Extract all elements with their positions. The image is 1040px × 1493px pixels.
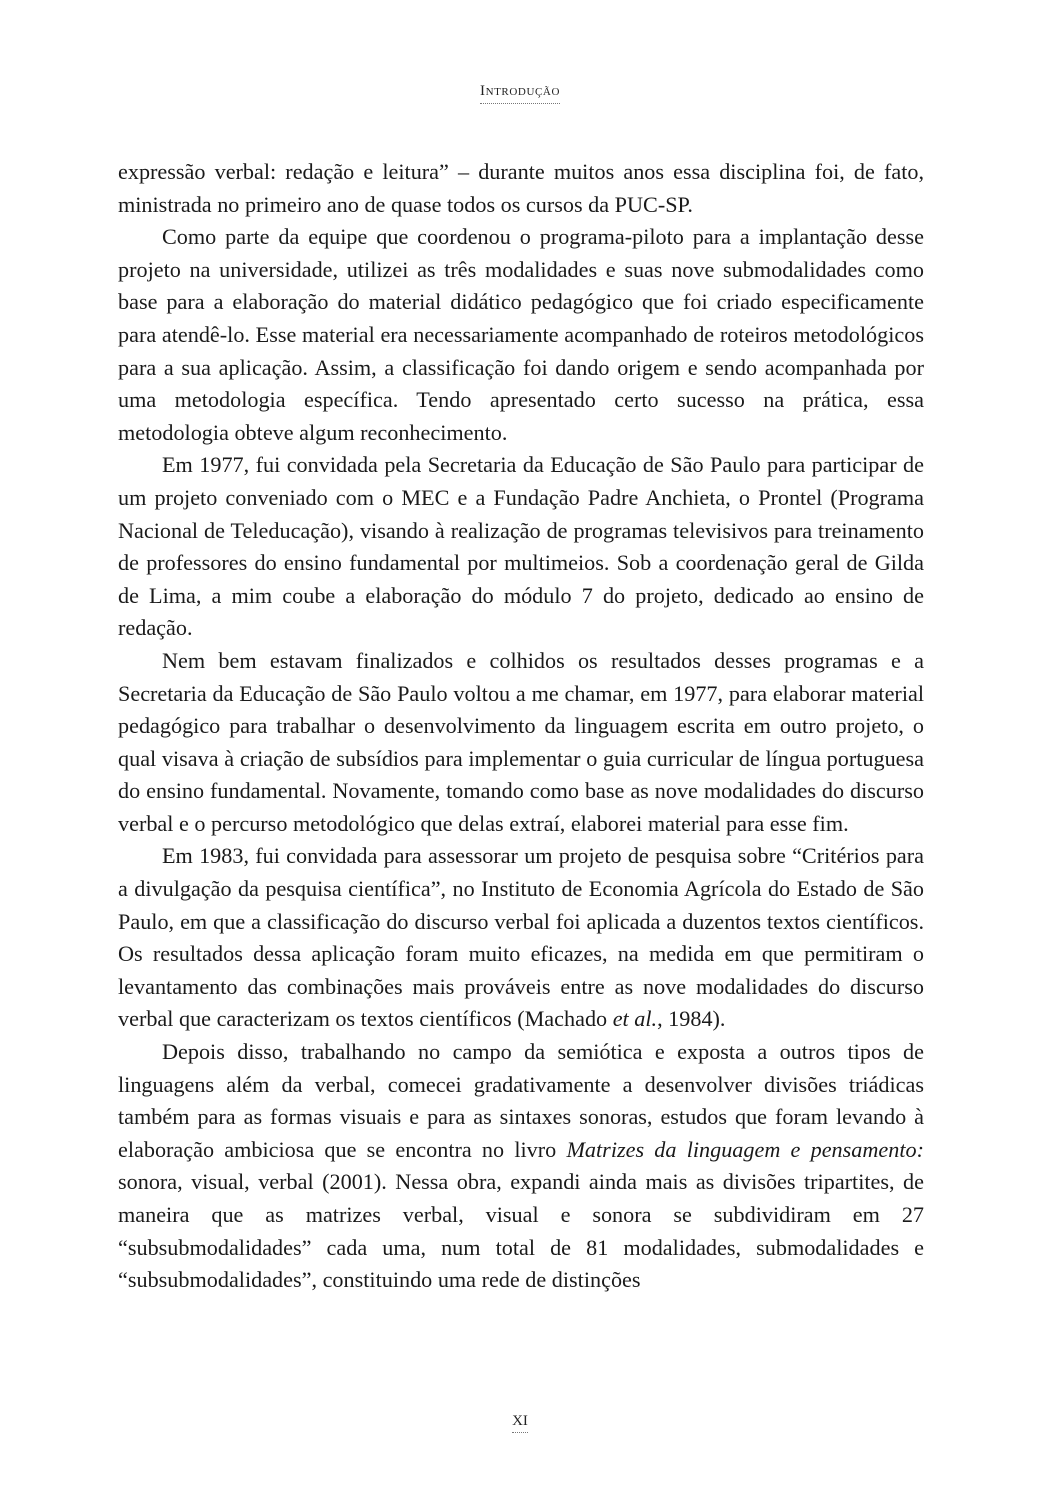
paragraph-text: Depois disso, trabalhando no campo da semiótica e exposta a outros tipos de linguagens além da verbal, comecei gradativamente a desenvolver divisões triádicas também para as formas visuais e para as sintaxes sonoras, estudos que foram levando à elaboração ambiciosa que se encontra no livro	[118, 1039, 924, 1162]
paragraph-pilot-program: Como parte da equipe que coordenou o programa-piloto para a implantação desse projeto na universidade, utilizei as três modalidades e suas nove submodalidades como base para a elaboração do material didático pedagógico que foi criado especificamente para atendê-lo. Esse material era necessariamente acompanhado de roteiros metodológicos para a sua aplicação. Assim, a classificação foi dando origem e sendo acompanhada por uma metodologia específica. Tendo apresentado certo sucesso na prática, essa metodologia obteve algum reconhecimento.	[118, 224, 924, 445]
paragraph-semiotics	[118, 1036, 924, 1297]
paragraph-continued: expressão verbal: redação e leitura” – durante muitos anos essa disciplina foi, de fato, ministrada no primeiro ano de quase todos os cursos da PUC-SP.	[118, 159, 924, 217]
running-head	[0, 82, 1040, 104]
paragraph-scientific-texts	[118, 840, 924, 1036]
page-number	[0, 1412, 1040, 1433]
paragraph-text: Em 1983, fui convidada para assessorar um projeto de pesquisa sobre “Critérios para a divulgação da pesquisa científica”, no Instituto de Economia Agrícola do Estado de São Paulo, em que a classificação do discurso verbal foi aplicada a duzentos textos científicos. Os resultados dessa aplicação foram muito eficazes, na medida em que permitiram o levantamento das combinações mais prováveis entre as nove modalidades do discurso verbal que caracterizam os textos científicos (Machado	[118, 843, 924, 1032]
paragraph-prontel: Em 1977, fui convidada pela Secretaria da Educação de São Paulo para participar de um projeto conveniado com o MEC e a Fundação Padre Anchieta, o Prontel (Programa Nacional de Teleducação), visando à realização de programas televisivos para treinamento de professores do ensino fundamental por multimeios. Sob a coordenação geral de Gilda de Lima, a mim coube a elaboração do módulo 7 do projeto, dedicado ao ensino de redação.	[118, 452, 924, 641]
body-text	[118, 156, 924, 1297]
book-title: Matrizes da linguagem e pensamento:	[566, 1136, 924, 1162]
paragraph-curricular-guide: Nem bem estavam finalizados e colhidos os resultados desses programas e a Secretaria da Educação de São Paulo voltou a me chamar, em 1977, para elaborar material pedagógico para trabalhar o desenvolvimento da linguagem escrita em outro projeto, o qual visava à criação de subsídios para implementar o guia curricular de língua portuguesa do ensino fundamental. Novamente, tomando como base as nove modalidades do discurso verbal e o percurso metodológico que delas extraí, elaborei material para esse fim.	[118, 647, 924, 836]
citation-et-al: et al.	[612, 1006, 658, 1032]
paragraph-text: , 1984).	[657, 1006, 726, 1032]
running-head-title: Introdução	[480, 83, 560, 104]
page-number-text: XI	[512, 1413, 528, 1433]
paragraph-text: sonora, visual, verbal (2001). Nessa obra, expandi ainda mais as divisões tripartites, de maneira que as matrizes verbal, visual e sonora se subdividiram em 27 “subsubmodalidades” cada uma, num total de 81 modalidades, submodalidades e “subsubmodalidades”, constituindo uma rede de distinções	[118, 1169, 924, 1293]
